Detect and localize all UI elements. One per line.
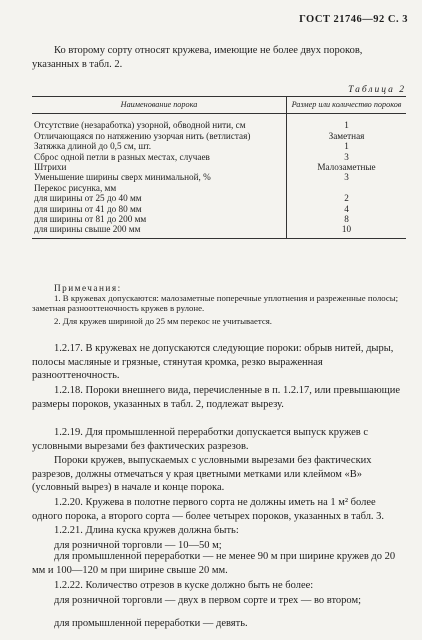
- defect-size: 1: [344, 120, 349, 131]
- table-row: [32, 204, 406, 214]
- clause-1-2-17: 1.2.17. В кружевах не допускаются следующие пороки: обрыв нитей, дыры, полосы масляные и грязные, стянутая кромка, резко выраженная разнооттеночность.: [32, 343, 394, 382]
- defect-size: 3: [344, 172, 349, 183]
- defect-size: 8: [344, 214, 349, 225]
- retail-cuts: для розничной торговли — двух в первом сорте и трех — во втором;: [54, 595, 362, 606]
- defect-name: для ширины от 41 до 80 мм: [32, 204, 287, 214]
- intro-paragraph: Ко второму сорту относят кружева, имеющие не более двух пороков, указанных в табл. 2.: [32, 45, 363, 70]
- note-1: 1. В кружевах допускаются: малозаметные поперечные уплотнения и разреженные полосы; заметная разнооттеночность кружев в рулоне.: [32, 293, 399, 314]
- defect-size: Малозаметные: [317, 162, 376, 173]
- defect-size: 3: [344, 151, 349, 162]
- table-row: [32, 224, 406, 238]
- clause-1-2-18: 1.2.18. Пороки внешнего вида, перечисленные в п. 1.2.17, или превышающие размеры пороков, указанных в табл. 2, подлежат вырезу.: [32, 385, 401, 410]
- table-row: [32, 172, 406, 182]
- defect-size: [287, 183, 407, 193]
- table-row: [32, 131, 406, 141]
- notes-title: Примечания:: [54, 283, 122, 293]
- defect-size: 10: [287, 224, 407, 238]
- table-row: [32, 141, 406, 151]
- table-row: [32, 162, 406, 172]
- column-header-size: Размер или количество пороков: [287, 97, 407, 114]
- defect-size: 4: [344, 203, 349, 214]
- clause-1-2-20: 1.2.20. Кружева в полотне первого сорта не должны иметь на 1 м² более одного порока, а второго сорта — более четырех пороков, указанных в табл. 3.: [32, 497, 385, 522]
- page-header: ГОСТ 21746—92 С. 3: [299, 14, 408, 25]
- defects-table: [32, 96, 406, 239]
- retail-length: для розничной торговли — 10—50 м;: [54, 540, 222, 551]
- column-header-name: Наименование порока: [32, 97, 287, 114]
- clause-1-2-22: 1.2.22. Количество отрезов в куске должно быть не более:: [54, 580, 314, 591]
- note-2: 2. Для кружев шириной до 25 мм перекос не учитывается.: [54, 316, 273, 326]
- table-row: [32, 183, 406, 193]
- table-row: [32, 193, 406, 203]
- defect-size: 1: [344, 141, 349, 152]
- industrial-length: для промышленной переработки — не менее 90 м при ширине кружев до 20 мм и 100—120 м при ширине свыше 20 мм.: [32, 551, 396, 576]
- defect-size: 2: [344, 193, 349, 204]
- table-row: [32, 152, 406, 162]
- table-row: [32, 114, 406, 131]
- industrial-cuts: для промышленной переработки — девять.: [54, 618, 248, 629]
- defect-name: Штрихи: [32, 162, 287, 172]
- table-row: [32, 214, 406, 224]
- clause-1-2-19: 1.2.19. Для промышленной переработки допускается выпуск кружев с условными вырезами без фактических разрезов.: [32, 427, 369, 452]
- table-caption: Таблица 2: [348, 85, 406, 95]
- defect-name: для ширины от 25 до 40 мм: [32, 193, 287, 203]
- clause-1-2-21: 1.2.21. Длина куска кружев должна быть:: [54, 525, 239, 536]
- conditional-cut-paragraph: Пороки кружев, выпускаемых с условными вырезами без фактических разрезов, должны отмечаться у края цветными метками или клеймом «В» (условный вырез) в начале и конце порока.: [32, 455, 372, 494]
- defect-name: Отличающаяся по натяжению узорчая нить (ветлистая): [32, 131, 287, 141]
- defect-name: для ширины свыше 200 мм: [32, 224, 287, 238]
- defect-name: Затяжка длиной до 0,5 см, шт.: [32, 141, 287, 151]
- table-header-row: [32, 97, 406, 114]
- defect-name: Сброс одной петли в разных местах, случаев: [32, 152, 287, 162]
- defect-name: Уменьшение ширины сверх минимальной, %: [32, 172, 287, 182]
- defect-size: Заметная: [328, 130, 365, 141]
- defect-name: Перекос рисунка, мм: [32, 183, 287, 193]
- defect-name: для ширины от 81 до 200 мм: [32, 214, 287, 224]
- defect-name: Отсутствие (незаработка) узорной, обводной нити, см: [32, 114, 287, 131]
